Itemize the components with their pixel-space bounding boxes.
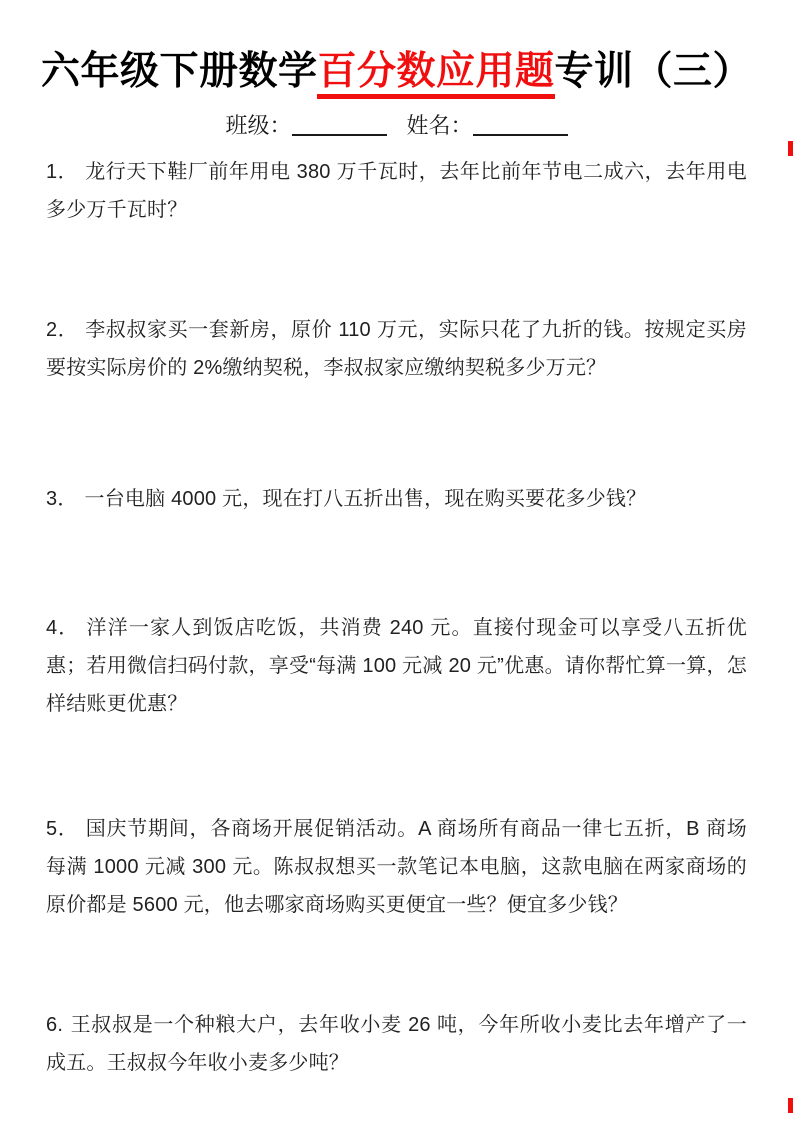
- title-highlight: 百分数应用题: [317, 50, 554, 99]
- student-info-row: [46, 110, 747, 141]
- class-blank-line: [292, 110, 387, 136]
- question-4: [46, 609, 747, 723]
- red-edge-mark-bottom: [788, 1098, 793, 1113]
- title-part1: 六年级下册数学: [40, 50, 318, 93]
- question-1-number: 1．: [46, 161, 79, 184]
- question-6: [46, 1006, 747, 1082]
- question-1: [46, 153, 747, 229]
- question-1-text: 龙行天下鞋厂前年用电 380 万千瓦时，去年比前年节电二成六，去年用电多少万千瓦时？: [46, 161, 748, 222]
- class-label: 班级：: [225, 113, 292, 139]
- question-3-text: 一台电脑 4000 元，现在打八五折出售，现在购买要花多少钱？: [84, 488, 647, 511]
- question-6-text: 王叔叔是一个种粮大户，去年收小麦 26 吨，今年所收小麦比去年增产了一成五。王叔叔今年收小麦多少吨？: [46, 1014, 747, 1075]
- question-2-text: 李叔叔家买一套新房，原价 110 万元，实际只花了九折的钱。按规定买房要按实际房价的 2%缴纳契税，李叔叔家应缴纳契税多少万元？: [46, 319, 747, 380]
- page-title: [38, 46, 755, 97]
- question-5: [46, 810, 747, 924]
- question-3-number: 3．: [46, 488, 78, 511]
- question-4-text: 洋洋一家人到饭店吃饭，共消费 240 元。直接付现金可以享受八五折优惠；若用微信扫码付款，享受“每满 100 元减 20 元”优惠。请你帮忙算一算，怎样结账更优惠？: [46, 617, 747, 716]
- question-6-number: 6.: [46, 1014, 64, 1037]
- question-2: [46, 311, 747, 387]
- question-4-number: 4．: [46, 617, 80, 640]
- question-2-number: 2．: [46, 319, 79, 342]
- red-edge-mark-top: [788, 141, 793, 156]
- title-part2: 专训（三）: [554, 50, 753, 93]
- name-label: 姓名：: [406, 113, 473, 139]
- question-5-text: 国庆节期间，各商场开展促销活动。A 商场所有商品一律七五折，B 商场每满 1000 元减 300 元。陈叔叔想买一款笔记本电脑，这款电脑在两家商场的原价都是 5600 元，他去哪家商场购买更便宜一些？便宜多少钱？: [46, 818, 747, 917]
- question-3: [46, 480, 747, 518]
- question-list: [46, 153, 747, 1082]
- name-blank-line: [473, 110, 568, 136]
- question-5-number: 5．: [46, 818, 79, 841]
